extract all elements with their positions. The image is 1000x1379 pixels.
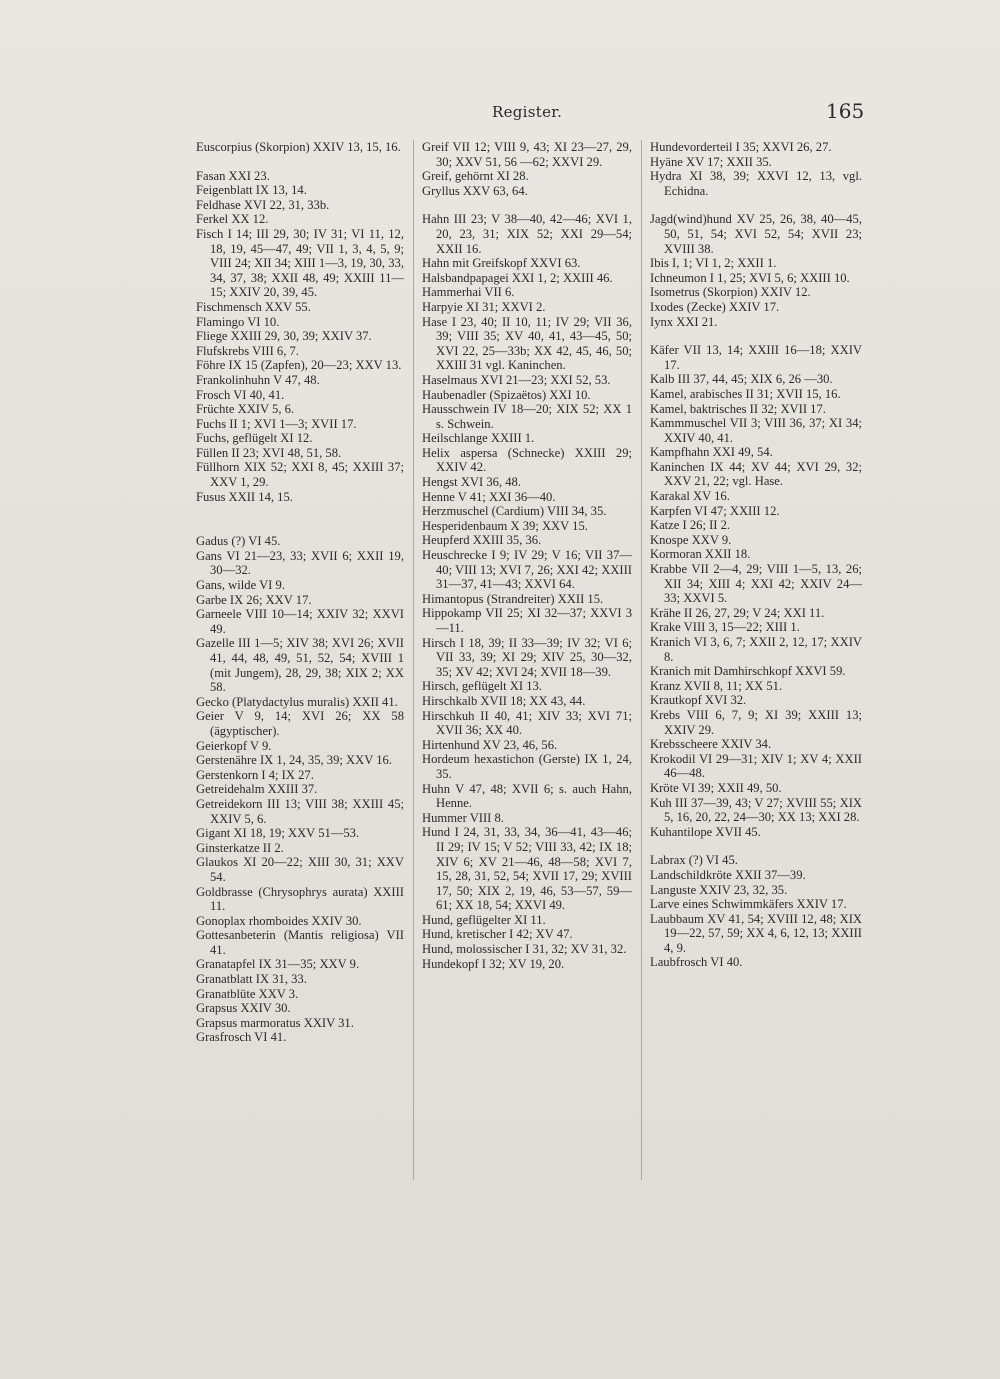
index-entry: Kröte VI 39; XXII 49, 50.	[650, 780, 782, 795]
index-entry: Euscorpius (Skorpion) XXIV 13, 15, 16.	[196, 140, 401, 154]
index-entry: Grapsus XXIV 30.	[196, 1001, 291, 1016]
index-entry: Greif, gehörnt XI 28.	[422, 169, 529, 184]
index-entry: Hirschkuh II 40, 41; XIV 33; XVI 71; XVII 36; XX 40.	[422, 708, 632, 738]
column-divider	[413, 140, 414, 1180]
index-entry: Hund I 24, 31, 33, 34, 36—41, 43—46; II 29; IV 15; V 52; VIII 33, 42; IX 18; XIV 6; XV 21—46, 48—58; XVI 7, 15, 28, 31, 52, 54; XVII 17, 29; XVIII 17, 50; XIX 2, 19, 46, 53—57, 59—61; XX 18, 54; XXVI 49.	[422, 825, 632, 913]
index-column-1	[196, 140, 404, 1045]
index-entry: Früchte XXIV 5, 6.	[196, 402, 295, 417]
index-entry: Gecko (Platydactylus muralis) XXII 41.	[196, 694, 398, 709]
index-entry: Füllen II 23; XVI 48, 51, 58.	[196, 445, 342, 460]
index-entry: Kranz XVII 8, 11; XX 51.	[650, 678, 783, 693]
index-entry: Greif VII 12; VIII 9, 43; XI 23—27, 29, 30; XXV 51, 56 —62; XXVI 29.	[422, 140, 632, 169]
index-entry: Karakal XV 16.	[650, 489, 730, 504]
index-entry: Heupferd XXIII 35, 36.	[422, 533, 542, 548]
index-entry: Kamel, baktrisches II 32; XVII 17.	[650, 401, 826, 416]
index-entry: Kaninchen IX 44; XV 44; XVI 29, 32; XXV 21, 22; vgl. Hase.	[650, 459, 862, 489]
index-entry: Kormoran XXII 18.	[650, 547, 751, 562]
index-entry: Ichneumon I 1, 25; XVI 5, 6; XXIII 10.	[650, 270, 850, 285]
index-entry: Jagd(wind)hund XV 25, 26, 38, 40—45, 50, 51, 54; XVI 52, 54; XVII 23; XVIII 38.	[650, 212, 862, 256]
index-entry: Hydra XI 38, 39; XXVI 12, 13, vgl. Echidna.	[650, 169, 862, 198]
index-entry: Larve eines Schwimmkäfers XXIV 17.	[650, 897, 847, 912]
index-entry: Karpfen VI 47; XXIII 12.	[650, 503, 780, 518]
index-entry: Feldhase XVI 22, 31, 33b.	[196, 197, 330, 212]
index-entry: Fuchs II 1; XVI 1—3; XVII 17.	[196, 416, 357, 431]
section-gap	[650, 329, 862, 343]
index-entry: Geier V 9, 14; XVI 26; XX 58 (ägyptischer).	[196, 709, 404, 738]
index-entry: Ixodes (Zecke) XXIV 17.	[650, 299, 780, 314]
section-gap	[650, 198, 862, 212]
index-entry: Landschildkröte XXII 37—39.	[650, 867, 806, 882]
index-entry: Krebs VIII 6, 7, 9; XI 39; XXIII 13; XXIV 29.	[650, 707, 862, 737]
index-entry: Glaukos XI 20—22; XIII 30, 31; XXV 54.	[196, 855, 404, 884]
section-gap	[196, 155, 404, 169]
index-column-2	[422, 140, 632, 971]
index-entry: Garneele VIII 10—14; XXIV 32; XXVI 49.	[196, 607, 404, 636]
index-entry: Ferkel XX 12.	[196, 212, 269, 227]
index-entry: Gigant XI 18, 19; XXV 51—53.	[196, 826, 360, 841]
index-entry: Gottesanbeterin (Mantis religiosa) VII 41.	[196, 928, 404, 957]
index-entry: Kammmuschel VII 3; VIII 36, 37; XI 34; XXIV 40, 41.	[650, 416, 862, 445]
index-entry: Getreidehalm XXIII 37.	[196, 782, 318, 797]
index-entry: Iynx XXI 21.	[650, 314, 718, 329]
index-entry: Hyäne XV 17; XXII 35.	[650, 154, 772, 169]
index-entry: Heuschrecke I 9; IV 29; V 16; VII 37—40; VIII 13; XVI 7, 26; XXI 42; XXIII 31—37, 41—43; XXVI 64.	[422, 548, 632, 592]
page-number: 165	[826, 99, 865, 123]
index-entry: Helix aspersa (Schnecke) XXIII 29; XXIV 42.	[422, 445, 632, 475]
index-column-3	[650, 140, 862, 970]
index-entry: Krähe II 26, 27, 29; V 24; XXI 11.	[650, 605, 825, 620]
index-entry: Isometrus (Skorpion) XXIV 12.	[650, 285, 811, 300]
index-entry: Hummer VIII 8.	[422, 810, 504, 825]
index-entry: Frankolinhuhn V 47, 48.	[196, 372, 320, 387]
index-entry: Krebsscheere XXIV 34.	[650, 737, 772, 752]
index-entry: Krake VIII 3, 15—22; XIII 1.	[650, 620, 800, 635]
index-entry: Fischmensch XXV 55.	[196, 299, 311, 314]
index-entry: Hahn III 23; V 38—40, 42—46; XVI 1, 20, 23, 31; XIX 52; XXI 29—54; XXII 16.	[422, 212, 632, 256]
running-title: Register.	[492, 103, 563, 121]
index-entry: Gryllus XXV 63, 64.	[422, 183, 528, 198]
index-entry: Krokodil VI 29—31; XIV 1; XV 4; XXII 46—48.	[650, 751, 862, 781]
index-entry: Flamingo VI 10.	[196, 314, 280, 329]
index-entry: Gerstenkorn I 4; IX 27.	[196, 767, 314, 782]
section-gap	[422, 198, 632, 212]
index-entry: Fasan XXI 23.	[196, 168, 270, 183]
column-divider	[641, 140, 642, 1180]
index-entry: Gadus (?) VI 45.	[196, 534, 281, 549]
index-entry: Fisch I 14; III 29, 30; IV 31; VI 11, 12, 18, 19, 45—47, 49; VII 1, 3, 4, 5, 9; VIII 24; XII 34; XIII 1—3, 19, 30, 33, 34, 37, 38; XXII 48, 49; XXIII 11—15; XXIV 20, 39, 45.	[196, 226, 404, 300]
index-entry: Halsbandpapagei XXI 1, 2; XXIII 46.	[422, 270, 613, 285]
index-entry: Haselmaus XVI 21—23; XXI 52, 53.	[422, 372, 611, 387]
index-entry: Kalb III 37, 44, 45; XIX 6, 26 —30.	[650, 372, 833, 387]
index-entry: Granatblatt IX 31, 33.	[196, 972, 307, 987]
index-entry: Hengst XVI 36, 48.	[422, 475, 521, 490]
section-gap	[650, 839, 862, 853]
index-entry: Hase I 23, 40; II 10, 11; IV 29; VII 36, 39; VIII 35; XV 40, 41, 43—45, 50; XVI 22, 25—33b; XX 42, 45, 46, 50; XXIII 31 vgl. Kaninchen.	[422, 314, 632, 373]
index-entry: Laubbaum XV 41, 54; XVIII 12, 48; XIX 19—22, 57, 59; XX 4, 6, 12, 13; XXIII 4, 9.	[650, 911, 862, 955]
index-entry: Hausschwein IV 18—20; XIX 52; XX 1 s. Schwein.	[422, 402, 632, 431]
index-entry: Kuh III 37—39, 43; V 27; XVIII 55; XIX 5, 16, 20, 22, 24—30; XX 13; XXI 28.	[650, 795, 862, 825]
index-entry: Labrax (?) VI 45.	[650, 853, 738, 868]
index-entry: Hirsch, geflügelt XI 13.	[422, 679, 542, 694]
index-entry: Kranich mit Damhirschkopf XXVI 59.	[650, 664, 846, 679]
index-entry: Frosch VI 40, 41.	[196, 387, 285, 402]
index-entry: Fuchs, geflügelt XI 12.	[196, 431, 313, 446]
section-gap	[196, 504, 404, 534]
index-entry: Hundevorderteil I 35; XXVI 26, 27.	[650, 140, 832, 154]
index-entry: Herzmuschel (Cardium) VIII 34, 35.	[422, 504, 607, 519]
index-entry: Krautkopf XVI 32.	[650, 693, 747, 708]
index-entry: Geierkopf V 9.	[196, 738, 272, 753]
index-entry: Gazelle III 1—5; XIV 38; XVI 26; XVII 41, 44, 48, 49, 51, 52, 54; XVIII 1 (mit Jungem), 28, 29, 38; XIX 2; XX 58.	[196, 636, 404, 695]
index-entry: Hirsch I 18, 39; II 33—39; IV 32; VI 6; VII 33, 39; XI 29; XIV 25, 30—32, 35; XV 42; XVI 24; XVII 18—39.	[422, 635, 632, 679]
index-entry: Heilschlange XXIII 1.	[422, 431, 535, 446]
index-entry: Languste XXIV 23, 32, 35.	[650, 882, 788, 897]
index-entry: Getreidekorn III 13; VIII 38; XXIII 45; XXIV 5, 6.	[196, 796, 404, 826]
index-entry: Hund, geflügelter XI 11.	[422, 912, 546, 927]
index-entry: Katze I 26; II 2.	[650, 518, 731, 533]
index-entry: Kranich VI 3, 6, 7; XXII 2, 12, 17; XXIV 8.	[650, 635, 862, 664]
index-entry: Hirtenhund XV 23, 46, 56.	[422, 737, 558, 752]
index-entry: Kamel, arabisches II 31; XVII 15, 16.	[650, 386, 841, 401]
index-entry: Grasfrosch VI 41.	[196, 1030, 287, 1045]
index-entry: Garbe IX 26; XXV 17.	[196, 592, 312, 607]
index-entry: Ginsterkatze II 2.	[196, 840, 284, 855]
index-entry: Gans VI 21—23, 33; XVII 6; XXII 19, 30—32.	[196, 548, 404, 578]
index-entry: Hundekopf I 32; XV 19, 20.	[422, 956, 565, 971]
index-entry: Himantopus (Strandreiter) XXII 15.	[422, 591, 604, 606]
page-header	[0, 99, 1000, 123]
index-entry: Fusus XXII 14, 15.	[196, 489, 293, 504]
index-entry: Krabbe VII 2—4, 29; VIII 1—5, 13, 26; XII 34; XIII 4; XXI 42; XXIV 24—33; XXVI 5.	[650, 562, 862, 606]
index-entry: Haubenadler (Spizaëtos) XXI 10.	[422, 387, 591, 402]
index-entry: Feigenblatt IX 13, 14.	[196, 183, 307, 198]
index-entry: Hordeum hexastichon (Gerste) IX 1, 24, 35.	[422, 752, 632, 781]
index-entry: Henne V 41; XXI 36—40.	[422, 489, 556, 504]
index-entry: Kampfhahn XXI 49, 54.	[650, 445, 773, 460]
index-entry: Huhn V 47, 48; XVII 6; s. auch Hahn, Henne.	[422, 781, 632, 811]
index-entry: Gonoplax rhomboides XXIV 30.	[196, 913, 362, 928]
index-entry: Hippokamp VII 25; XI 32—37; XXVI 3—11.	[422, 606, 632, 635]
index-entry: Hesperidenbaum X 39; XXV 15.	[422, 518, 588, 533]
index-entry: Grapsus marmoratus XXIV 31.	[196, 1015, 354, 1030]
index-entry: Harpyie XI 31; XXVI 2.	[422, 299, 546, 314]
index-entry: Granatapfel IX 31—35; XXV 9.	[196, 957, 360, 972]
index-entry: Granatblüte XXV 3.	[196, 986, 299, 1001]
index-entry: Hund, kretischer I 42; XV 47.	[422, 927, 573, 942]
index-entry: Knospe XXV 9.	[650, 532, 732, 547]
index-entry: Hund, molossischer I 31, 32; XV 31, 32.	[422, 942, 627, 957]
index-entry: Föhre IX 15 (Zapfen), 20—23; XXV 13.	[196, 358, 402, 373]
index-entry: Kuhantilope XVII 45.	[650, 824, 761, 839]
index-entry: Goldbrasse (Chrysophrys aurata) XXIII 11.	[196, 884, 404, 914]
index-entry: Gans, wilde VI 9.	[196, 578, 285, 593]
index-entry: Hirschkalb XVII 18; XX 43, 44.	[422, 693, 586, 708]
index-entry: Laubfrosch VI 40.	[650, 955, 743, 970]
index-entry: Hahn mit Greifskopf XXVI 63.	[422, 256, 581, 271]
index-entry: Fliege XXIII 29, 30, 39; XXIV 37.	[196, 329, 372, 344]
index-entry: Käfer VII 13, 14; XXIII 16—18; XXIV 17.	[650, 343, 862, 372]
index-entry: Hammerhai VII 6.	[422, 285, 515, 300]
index-entry: Gerstenähre IX 1, 24, 35, 39; XXV 16.	[196, 753, 392, 768]
index-entry: Flufskrebs VIII 6, 7.	[196, 343, 299, 358]
index-entry: Füllhorn XIX 52; XXI 8, 45; XXIII 37; XXV 1, 29.	[196, 460, 404, 490]
index-entry: Ibis I, 1; VI 1, 2; XXII 1.	[650, 256, 777, 271]
